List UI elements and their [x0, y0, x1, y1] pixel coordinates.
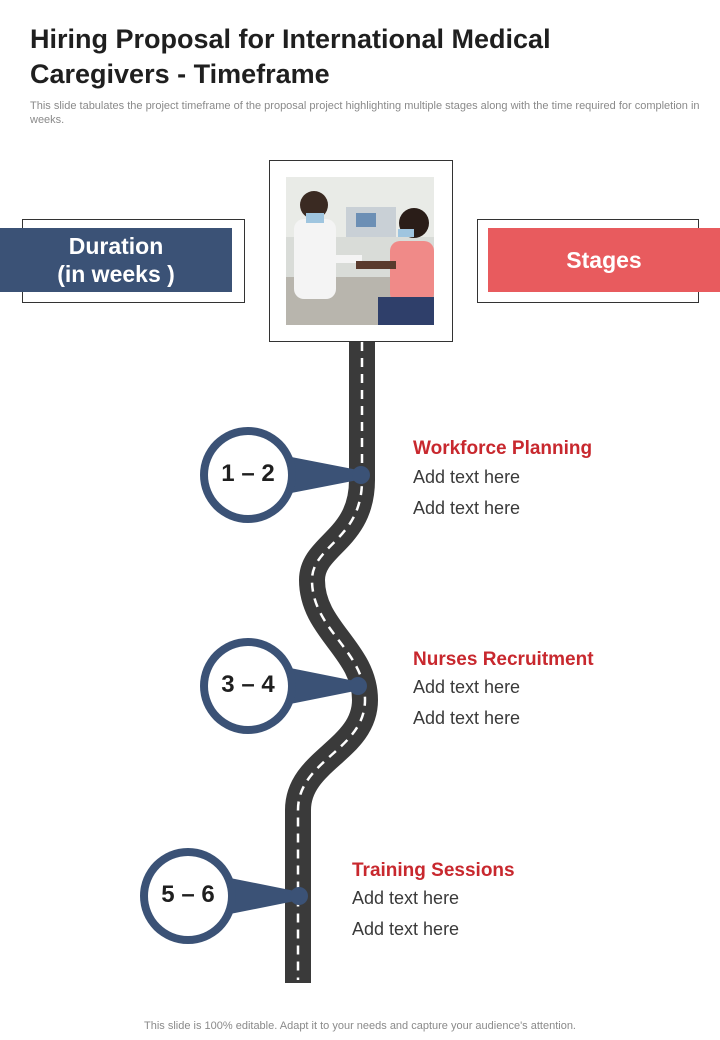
title-line-2: Caregivers - Timeframe	[30, 59, 330, 89]
stage-title-3: Training Sessions	[352, 860, 515, 881]
page-subtitle: This slide tabulates the project timeframe of the proposal project highlighting multiple stages along with the time required for completion in weeks.	[30, 100, 700, 126]
duration-label-line-1: Duration	[68, 233, 164, 259]
footer-note: This slide is 100% editable. Adapt it to your needs and capture your audience's attention.	[144, 1020, 576, 1032]
weeks-label-1: 1 – 2	[221, 460, 275, 487]
stage-1-text-1: Add text here	[413, 467, 521, 487]
weeks-label-2: 3 – 4	[221, 671, 275, 698]
road-path	[298, 340, 365, 983]
stage-1-text-2: Add text here	[413, 498, 521, 518]
stage-2-text-1: Add text here	[413, 677, 521, 697]
caregiver-photo	[286, 177, 434, 325]
weeks-label-3: 5 – 6	[161, 881, 215, 908]
stages-label: Stages	[566, 246, 642, 273]
title-line-1: Hiring Proposal for International Medical	[30, 24, 551, 54]
stage-title-1: Workforce Planning	[413, 438, 593, 459]
stage-3-text-1: Add text here	[352, 888, 460, 908]
stage-2-text-2: Add text here	[413, 708, 521, 728]
photo-frame	[269, 160, 453, 342]
stage-3-text-2: Add text here	[352, 919, 460, 939]
milestone-dot-3	[290, 887, 308, 905]
duration-label-line-2: (in weeks )	[57, 261, 175, 287]
milestone-dot-2	[349, 677, 367, 695]
stage-title-2: Nurses Recruitment	[413, 649, 594, 670]
milestone-dot-1	[352, 466, 370, 484]
